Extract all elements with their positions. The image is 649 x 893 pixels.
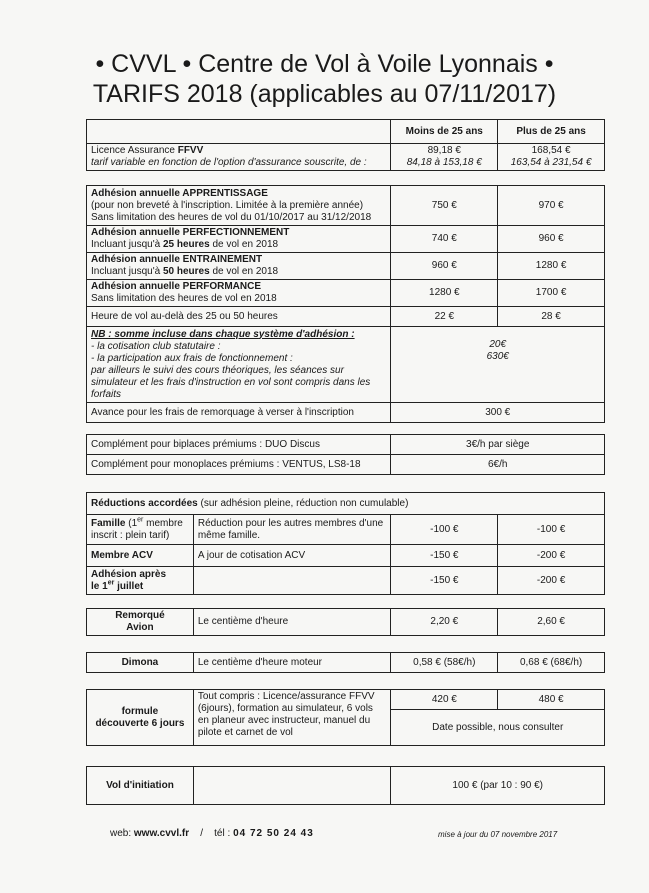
apres-label1: Adhésion après xyxy=(91,568,167,580)
apres-label2-pre: le 1 xyxy=(91,580,108,592)
apres-label-cell xyxy=(87,567,194,595)
remorque-label1: Remorqué xyxy=(115,610,165,621)
famille-label-cell xyxy=(87,515,194,545)
header-blank xyxy=(87,120,391,144)
extra-hours-under: 22 € xyxy=(391,307,498,327)
title-line-2: TARIFS 2018 (applicables au 07/11/2017) xyxy=(92,80,557,108)
licence-label-bold: FFVV xyxy=(177,145,204,156)
remorque-under: 2,20 € xyxy=(391,609,498,636)
decouverte-label2: découverte 6 jours xyxy=(95,717,185,729)
footer-updated: mise à jour du 07 novembre 2017 xyxy=(438,830,558,839)
performance-title: Adhésion annuelle PERFORMANCE xyxy=(91,281,262,292)
performance-under: 1280 € xyxy=(391,280,498,307)
perfectionnement-line-pre: Incluant jusqu'à xyxy=(91,239,163,250)
famille-desc: Réduction pour les autres membres d'une même famille. xyxy=(193,515,391,545)
nb-val2: 630€ xyxy=(486,351,509,362)
reductions-header xyxy=(87,493,605,515)
remorque-over: 2,60 € xyxy=(498,609,605,636)
licence-note: tarif variable en fonction de l'option d'assurance souscrite, de : xyxy=(91,157,367,168)
footer-web-label: web: xyxy=(110,828,132,839)
licence-under-range: 84,18 à 153,18 € xyxy=(406,157,482,168)
nb-title: NB : somme incluse dans chaque système d'adhésion : xyxy=(91,328,355,340)
apres-over: -200 € xyxy=(498,567,605,595)
licence-under-main: 89,18 € xyxy=(427,145,461,156)
header-over-25: Plus de 25 ans xyxy=(498,120,605,144)
licence-over-cell xyxy=(498,144,605,171)
remorque-table xyxy=(86,608,605,636)
entrainement-line-pre: Incluant jusqu'à xyxy=(91,266,163,277)
footer-tel: 04 72 50 24 43 xyxy=(233,828,314,839)
entrainement-over: 1280 € xyxy=(498,253,605,280)
performance-line: Sans limitation des heures de vol en 2018 xyxy=(91,293,277,304)
nb-text: par ailleurs le suivi des cours théoriques, les séances sur simulateur et les frais d'instruction en vol sont compris dans les forfaits xyxy=(91,364,371,400)
initiation-table xyxy=(86,766,605,805)
initiation-label: Vol d'initiation xyxy=(87,767,194,805)
adhesions-table xyxy=(86,185,605,423)
perfectionnement-over: 960 € xyxy=(498,226,605,253)
perfectionnement-title: Adhésion annuelle PERFECTIONNEMENT xyxy=(91,227,290,238)
complement-biplace-label: Complément pour biplaces prémiums : DUO Discus xyxy=(87,435,391,455)
complements-table xyxy=(86,434,605,475)
apprentissage-over: 970 € xyxy=(498,186,605,226)
initiation-value: 100 € (par 10 : 90 €) xyxy=(391,767,605,805)
entrainement-under: 960 € xyxy=(391,253,498,280)
dimona-label: Dimona xyxy=(87,653,194,673)
nb-cell xyxy=(87,327,391,403)
remorque-label-cell xyxy=(87,609,194,636)
remorque-desc: Le centième d'heure xyxy=(193,609,391,636)
nb-val1: 20€ xyxy=(489,339,507,350)
entrainement-title: Adhésion annuelle ENTRAINEMENT xyxy=(91,254,263,265)
licence-over-range: 163,54 à 231,54 € xyxy=(510,157,592,168)
famille-note-sup: er xyxy=(137,516,144,524)
famille-label: Famille xyxy=(91,517,126,529)
apres-desc xyxy=(193,567,391,595)
acv-desc: A jour de cotisation ACV xyxy=(193,545,391,567)
licence-label: Licence Assurance xyxy=(91,145,178,156)
apres-label2-post: juillet xyxy=(114,580,144,592)
footer-web-link[interactable]: www.cvvl.fr xyxy=(133,828,190,839)
licence-label-cell xyxy=(87,144,391,171)
famille-note-post: membre xyxy=(143,517,183,529)
decouverte-under: 420 € xyxy=(391,690,498,710)
decouverte-label1: formule xyxy=(121,705,159,717)
reductions-subtitle: (sur adhésion pleine, réduction non cumulable) xyxy=(197,497,409,509)
licence-table xyxy=(86,119,605,171)
header-under-25: Moins de 25 ans xyxy=(391,120,498,144)
licence-over-main: 168,54 € xyxy=(531,145,571,156)
nb-values-cell xyxy=(391,327,605,403)
complement-monoplace-label: Complément pour monoplaces prémiums : VENTUS, LS8-18 xyxy=(87,455,391,475)
dimona-over: 0,68 € (68€/h) xyxy=(498,653,605,673)
apprentissage-under: 750 € xyxy=(391,186,498,226)
initiation-blank xyxy=(193,767,391,805)
entrainement-line-post: de vol en 2018 xyxy=(209,266,279,277)
reductions-title: Réductions accordées xyxy=(91,497,198,509)
licence-under-cell xyxy=(391,144,498,171)
decouverte-table xyxy=(86,689,605,746)
perfectionnement-line-bold: 25 heures xyxy=(162,239,210,250)
dimona-desc: Le centième d'heure moteur xyxy=(193,653,391,673)
apprentissage-cell xyxy=(87,186,391,226)
dimona-under: 0,58 € (58€/h) xyxy=(391,653,498,673)
entrainement-line-bold: 50 heures xyxy=(162,266,210,277)
advance-value: 300 € xyxy=(391,403,605,423)
footer-contact xyxy=(110,828,314,839)
entrainement-cell xyxy=(87,253,391,280)
footer-separator: / xyxy=(200,828,204,839)
famille-note-pre: (1 xyxy=(128,517,138,529)
dimona-table xyxy=(86,652,605,673)
apprentissage-line1: (pour non breveté à l'inscription. Limitée à la première année) xyxy=(91,199,364,211)
perfectionnement-under: 740 € xyxy=(391,226,498,253)
apprentissage-title: Adhésion annuelle APPRENTISSAGE xyxy=(91,187,268,199)
decouverte-label-cell xyxy=(87,690,194,746)
extra-hours-label: Heure de vol au-delà des 25 ou 50 heures xyxy=(87,307,391,327)
reductions-table xyxy=(86,492,605,595)
acv-under: -150 € xyxy=(391,545,498,567)
acv-over: -200 € xyxy=(498,545,605,567)
perfectionnement-line-post: de vol en 2018 xyxy=(209,239,279,250)
title-line-1: • CVVL • Centre de Vol à Voile Lyonnais • xyxy=(95,50,554,78)
performance-cell xyxy=(87,280,391,307)
decouverte-note: Date possible, nous consulter xyxy=(391,710,605,746)
performance-over: 1700 € xyxy=(498,280,605,307)
remorque-label2: Avion xyxy=(126,622,154,633)
apprentissage-line2: Sans limitation des heures de vol du 01/10/2017 au 31/12/2018 xyxy=(91,211,372,223)
perfectionnement-cell xyxy=(87,226,391,253)
extra-hours-over: 28 € xyxy=(498,307,605,327)
nb-item2: - la participation aux frais de fonctionnement : xyxy=(91,352,293,364)
decouverte-over: 480 € xyxy=(498,690,605,710)
decouverte-desc: Tout compris : Licence/assurance FFVV (6jours), formation au simulateur, 6 vols en planeur avec instructeur, manuel du pilote et carnet de vol xyxy=(193,690,391,746)
famille-under: -100 € xyxy=(391,515,498,545)
advance-label: Avance pour les frais de remorquage à verser à l'inscription xyxy=(87,403,391,423)
nb-item1: - la cotisation club statutaire : xyxy=(91,340,221,352)
complement-monoplace-value: 6€/h xyxy=(391,455,605,475)
acv-label: Membre ACV xyxy=(87,545,194,567)
apres-label2-sup: er xyxy=(107,579,115,587)
footer-tel-label: tél : xyxy=(214,828,231,839)
famille-over: -100 € xyxy=(498,515,605,545)
complement-biplace-value: 3€/h par siège xyxy=(391,435,605,455)
famille-note2: inscrit : plein tarif) xyxy=(91,529,170,541)
apres-under: -150 € xyxy=(391,567,498,595)
